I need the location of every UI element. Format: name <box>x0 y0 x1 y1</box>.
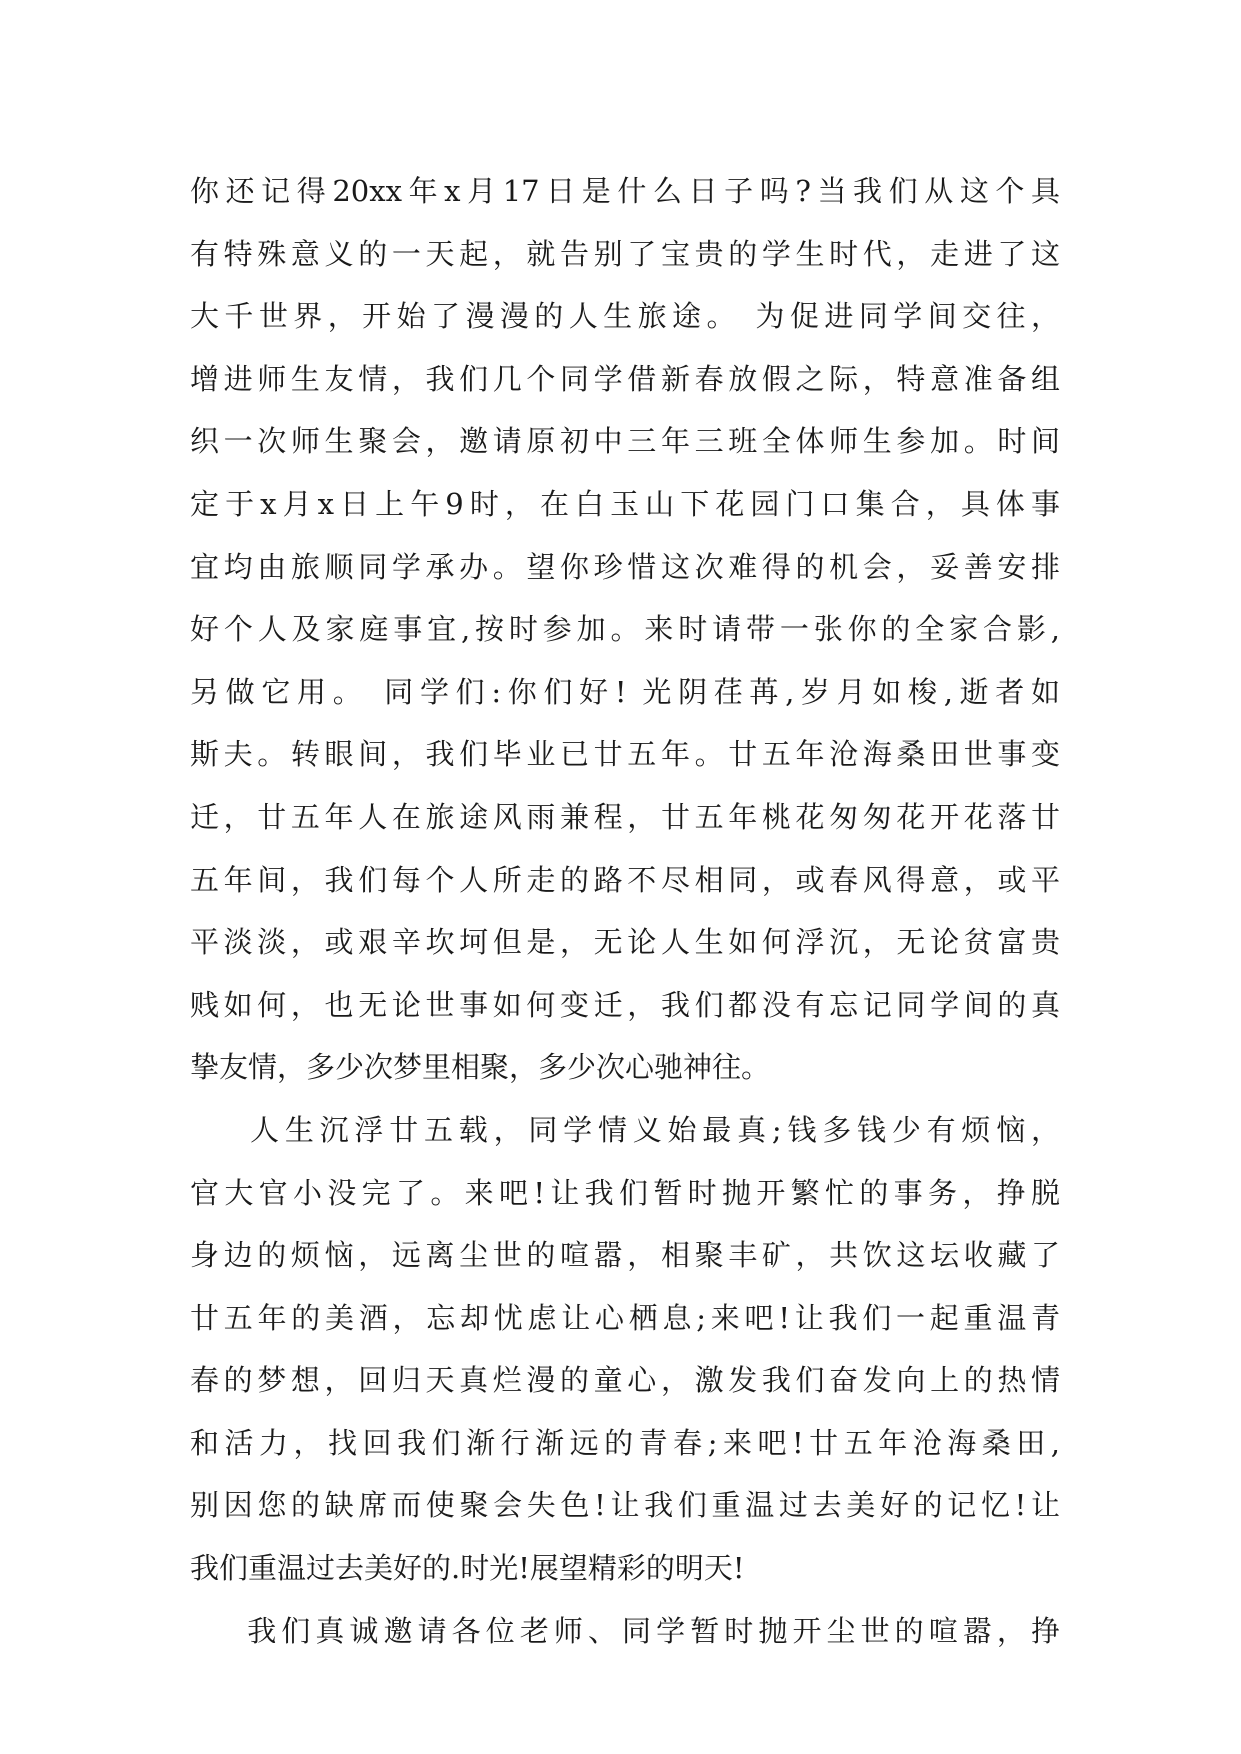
text-line: 平淡淡，或艰辛坎坷但是，无论人生如何浮沉，无论贫富贵 <box>190 925 1060 960</box>
text-line: 好个人及家庭事宜,按时参加。来时请带一张你的全家合影, <box>190 612 1060 647</box>
text-line: 贱如何，也无论世事如何变迁，我们都没有忘记同学间的真 <box>190 987 1060 1022</box>
text-line: 有特殊意义的一天起，就告别了宝贵的学生时代，走进了这 <box>190 236 1060 271</box>
text-line: 另做它用。 同学们:你们好! 光阴荏苒,岁月如梭,逝者如 <box>190 674 1060 709</box>
paragraph-2 <box>190 1099 1060 1600</box>
text-line: 别因您的缺席而使聚会失色!让我们重温过去美好的记忆!让 <box>190 1488 1060 1523</box>
text-line: 增进师生友情，我们几个同学借新春放假之际，特意准备组 <box>190 361 1060 396</box>
text-line: 廿五年的美酒，忘却忧虑让心栖息;来吧!让我们一起重温青 <box>190 1300 1060 1335</box>
text-line: 迁，廿五年人在旅途风雨兼程，廿五年桃花匆匆花开花落廿 <box>190 799 1060 834</box>
text-line: 春的梦想，回归天真烂漫的童心，激发我们奋发向上的热情 <box>190 1363 1060 1398</box>
text-line: 挚友情，多少次梦里相聚，多少次心驰神往。 <box>190 1050 771 1085</box>
document-body <box>190 160 1060 1662</box>
paragraph-1 <box>190 160 1060 1099</box>
text-line: 官大官小没完了。来吧!让我们暂时抛开繁忙的事务，挣脱 <box>190 1175 1060 1210</box>
text-line: 织一次师生聚会，邀请原初中三年三班全体师生参加。时间 <box>190 424 1060 459</box>
text-line: 我们真诚邀请各位老师、同学暂时抛开尘世的喧嚣，挣 <box>190 1613 1060 1648</box>
text-line: 身边的烦恼，远离尘世的喧嚣，相聚丰矿，共饮这坛收藏了 <box>190 1238 1060 1273</box>
text-line: 人生沉浮廿五载，同学情义始最真;钱多钱少有烦恼， <box>190 1112 1060 1147</box>
text-line: 我们重温过去美好的.时光!展望精彩的明天! <box>190 1551 745 1586</box>
text-line: 大千世界，开始了漫漫的人生旅途。 为促进同学间交往， <box>190 299 1060 334</box>
text-line: 宜均由旅顺同学承办。望你珍惜这次难得的机会，妥善安排 <box>190 549 1060 584</box>
text-line: 和活力，找回我们渐行渐远的青春;来吧!廿五年沧海桑田, <box>190 1425 1060 1460</box>
paragraph-3 <box>190 1600 1060 1663</box>
text-line: 你还记得20xx年x月17日是什么日子吗?当我们从这个具 <box>190 174 1060 208</box>
text-line: 斯夫。转眼间，我们毕业已廿五年。廿五年沧海桑田世事变 <box>190 737 1060 772</box>
text-line: 定于x月x日上午9时，在白玉山下花园门口集合，具体事 <box>190 486 1060 521</box>
text-line: 五年间，我们每个人所走的路不尽相同，或春风得意，或平 <box>190 862 1060 897</box>
